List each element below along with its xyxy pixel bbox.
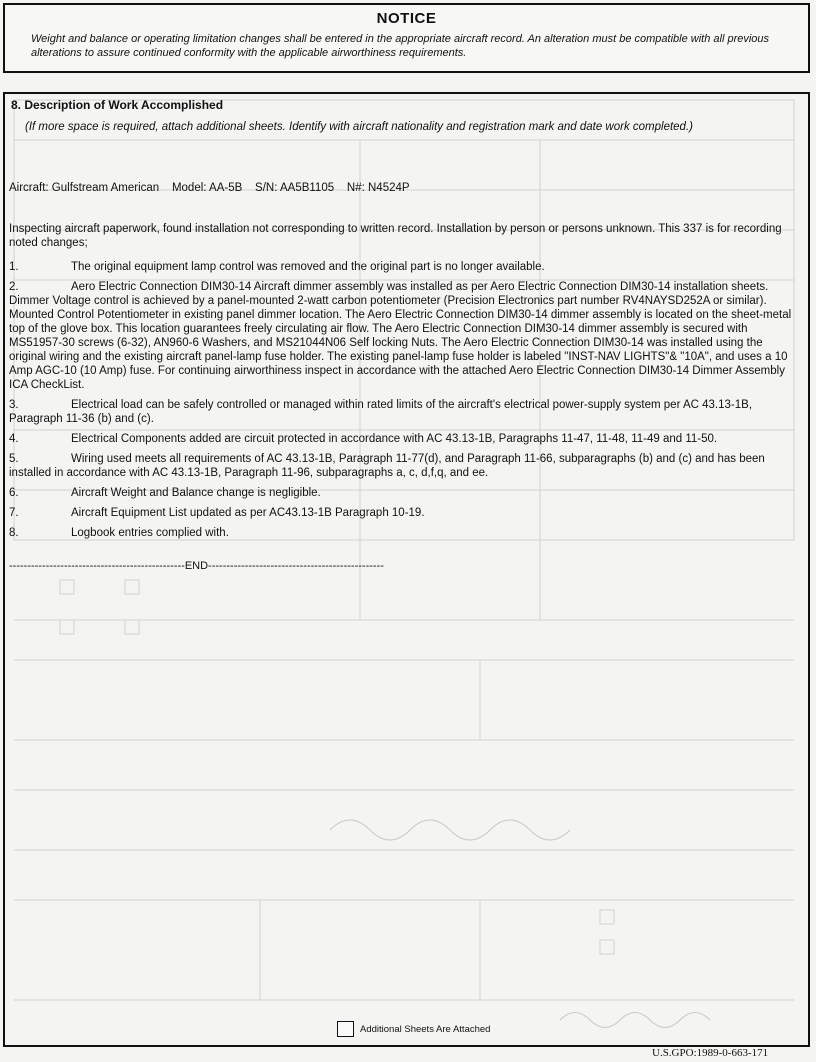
end-marker: ------------------------------------------------END------------------------------------------------ [9,560,384,572]
notice-text: Weight and balance or operating limitation changes shall be entered in the appropriate aircraft record. An alteration must be compatible with all previous alterations to assure continued conformity with the applicable airworthiness requirements. [31,33,770,59]
work-description-section [3,92,810,1047]
additional-sheets-option[interactable] [337,1021,490,1037]
item-number: 8. [9,527,19,539]
list-item [9,526,799,540]
list-item [9,486,799,500]
item-number: 2. [9,281,19,293]
work-items-list [9,260,799,546]
item-number: 1. [9,261,19,273]
item-text: Aircraft Weight and Balance change is negligible. [71,487,321,499]
list-item [9,260,799,274]
section-heading: 8. Description of Work Accomplished [11,98,224,112]
list-item [9,506,799,520]
item-number: 3. [9,399,19,411]
item-text: Electrical Components added are circuit protected in accordance with AC 43.13-1B, Paragraphs 11-47, 11-48, 11-49 and 11-50. [71,433,718,445]
item-text: Electrical load can be safely controlled or managed within rated limits of the aircraft's electrical power-supply system per AC 43.13-1B, Paragraph 11-36 (b) and (c). [9,399,753,425]
list-item [9,398,799,426]
additional-sheets-label: Additional Sheets Are Attached [360,1023,491,1035]
item-number: 7. [9,507,19,519]
item-number: 6. [9,487,19,499]
intro-paragraph: Inspecting aircraft paperwork, found installation not corresponding to written record. Installation by person or persons unknown. This 337 is for recording noted changes; [9,223,782,249]
item-text: Aero Electric Connection DIM30-14 Aircraft dimmer assembly was installed as per Aero Electric Connection DIM30-14 installation sheets. Dimmer Voltage control is achieved by a panel-mounted 2-watt carbon potentiometer (Precision Electronics part number RV4NAYSD252A or similar). Mounted Control Potentiometer in existing panel dimmer location. The Aero Electric Connection DIM30-14 dimmer assembly is located on the sheet-metal top of the glove box. This location guarantees freely circulating air flow. The Aero Electric Connection DIM30-14 dimmer assembly is secured with MS51957-30 screws (6-32), AN960-6 Washers, and MS21044N06 Self locking Nuts. The Aero Electric Connection DIM30-14 was installed using the original wiring and the existing aircraft panel-lamp fuse holder. The existing panel-lamp fuse holder is labeled "INST-NAV LIGHTS"& "10A", and uses a 10 Amp AGC-10 (10 Amp) fuse. For continuing airworthiness inspect in accordance with the attached Aero Electric Connection DIM30-14 Dimmer Assembly ICA CheckList. [9,281,792,391]
additional-sheets-checkbox[interactable] [337,1021,354,1037]
list-item [9,432,799,446]
item-text: The original equipment lamp control was removed and the original part is no longer available. [71,261,545,273]
notice-box [3,3,810,73]
notice-title: NOTICE [376,10,437,27]
list-item [9,280,799,392]
aircraft-info-line: Aircraft: Gulfstream American Model: AA-5B S/N: AA5B1105 N#: N4524P [9,182,410,194]
section-instructions: (If more space is required, attach additional sheets. Identify with aircraft nationality and registration mark and date work completed.) [25,121,693,133]
list-item [9,452,799,480]
item-text: Wiring used meets all requirements of AC 43.13-1B, Paragraph 11-77(d), and Paragraph 11-66, subparagraphs (b) and (c) and has been installed in accordance with AC 43.13-1B, Paragraph 11-96, subparagraphs a, c, d,f,q, and ee. [9,453,765,479]
item-text: Aircraft Equipment List updated as per AC43.13-1B Paragraph 10-19. [71,507,425,519]
item-number: 5. [9,453,19,465]
item-number: 4. [9,433,19,445]
gpo-footer: U.S.GPO:1989-0-663-171 [652,1047,769,1059]
item-text: Logbook entries complied with. [71,527,229,539]
